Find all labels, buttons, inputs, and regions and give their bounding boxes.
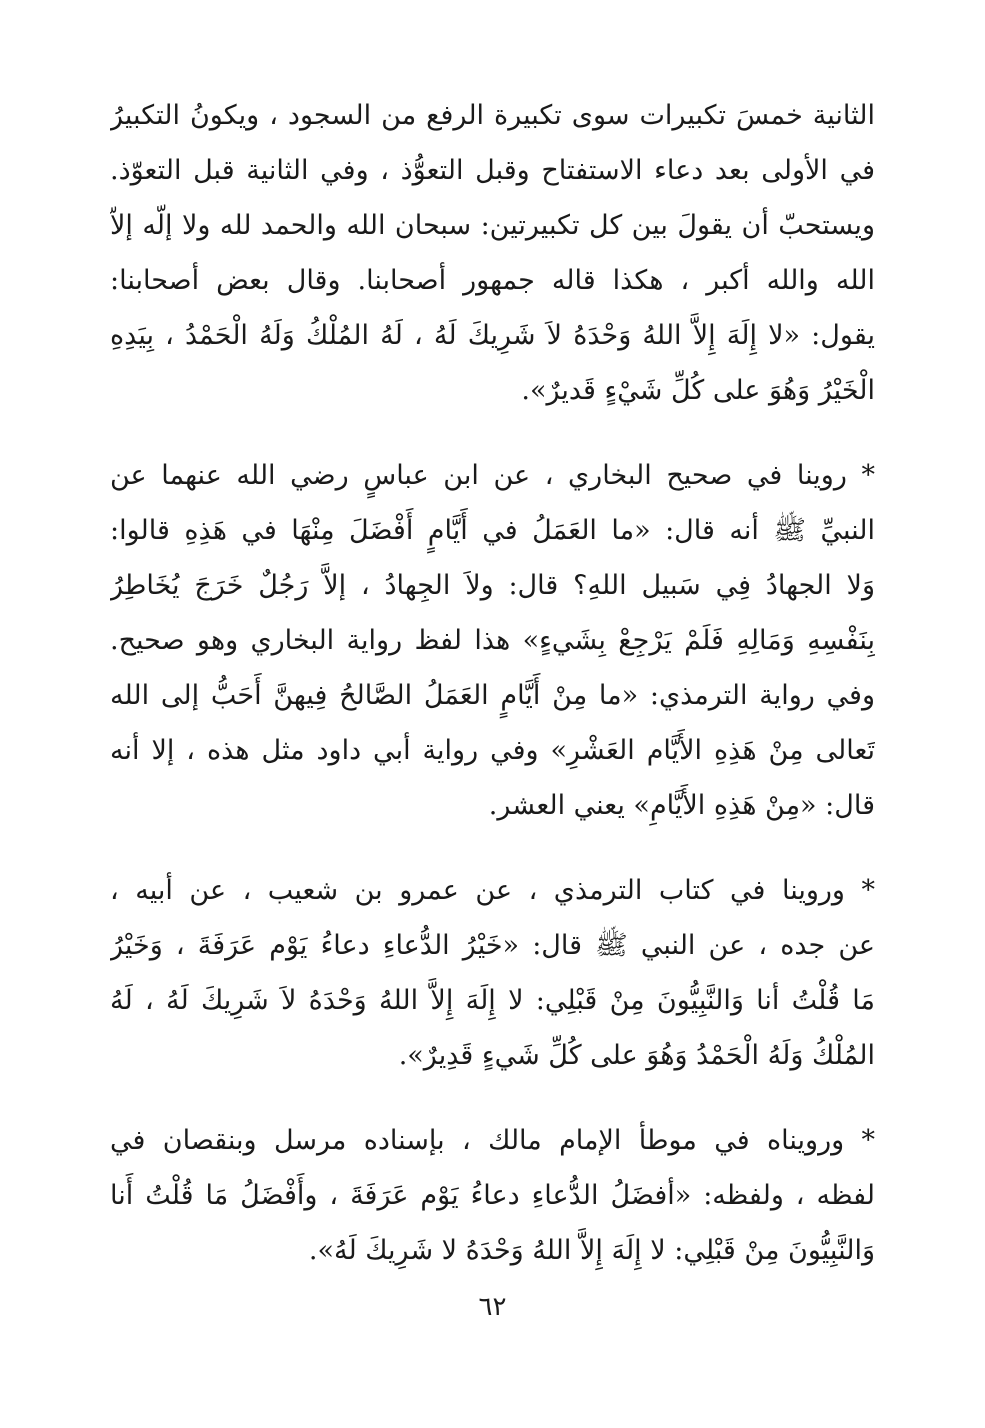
text-line: الله والله أكبر ، هكذا قاله جمهور أصحابنا. وقال بعض أصحابنا: [110,265,875,296]
text-line: تَعالى مِنْ هَذِهِ الأَيَّام العَشْرِ» وفي رواية أبي داود مثل هذه ، إلا أنه [110,735,875,766]
text-line: قال: «مِنْ هَذِهِ الأَيَّامِ» يعني العشر. [488,790,875,821]
paragraph-4 [110,1113,875,1278]
page-body [110,88,875,1308]
text-line: ويستحبّ أن يقولَ بين كل تكبيرتين: سبحان الله والحمد لله ولا إلّه إلاّ [110,210,875,241]
text-line: وَالنَّبِيُّونَ مِنْ قَبْلِي: لا إِلَهَ إِلاَّ اللهُ وَحْدَهُ لا شَرِيكَ لَهُ». [308,1235,875,1266]
text-line: بِنَفْسِهِ وَمَالِهِ فَلَمْ يَرْجِعْ بِشَيءٍ» هذا لفظ رواية البخاري وهو صحيح. [110,625,875,656]
text-line: الْخَيْرُ وَهُوَ على كُلِّ شَيْءٍ قَديرٌ». [521,375,875,406]
text-line: * روينا في صحيح البخاري ، عن ابن عباسٍ رضي الله عنهما عن [110,460,875,491]
text-line: وفي رواية الترمذي: «ما مِنْ أَيَّامٍ العَمَلُ الصَّالحُ فِيهنَّ أَحَبُّ إلى الله [110,680,875,711]
text-line: النبيِّ ﷺ أنه قال: «ما العَمَلُ في أَيَّامٍ أَفْضَلَ مِنْهَا في هَذِهِ قالوا: [110,515,875,546]
text-line: مَا قُلْتُ أنا وَالنَّبِيُّونَ مِنْ قَبْلِي: لا إِلَهَ إِلاَّ اللهُ وَحْدَهُ لاَ شَرِيكَ لَهُ ، لَهُ [110,985,875,1016]
text-line: عن جده ، عن النبي ﷺ قال: «خَيْرُ الدُّعاءِ دعاءُ يَوْم عَرَفَةَ ، وَخَيْرُ [110,930,875,961]
page-number: ٦٢ [478,1292,507,1322]
paragraph-1 [110,88,875,418]
text-line: * ورويناه في موطأ الإمام مالك ، بإسناده مرسل وبنقصان في [110,1125,875,1156]
text-line: المُلْكُ وَلَهُ الْحَمْدُ وَهُوَ على كُلِّ شَيءٍ قَدِيرٌ». [398,1040,875,1071]
text-line: لفظه ، ولفظه: «أفضَلُ الدُّعاءِ دعاءُ يَوْم عَرَفَةَ ، وأَفْضَلُ مَا قُلْتُ أَنا [110,1180,875,1211]
text-line: الثانية خمسَ تكبيرات سوى تكبيرة الرفع من السجود ، ويكونُ التكبيرُ [110,100,875,131]
text-line: يقول: «لا إِلَهَ إِلاَّ اللهُ وَحْدَهُ لاَ شَرِيكَ لَهُ ، لَهُ المُلْكُ وَلَهُ الْحَمْدُ ، بِيَدِهِ [110,320,875,351]
text-line: في الأولى بعد دعاء الاستفتاح وقبل التعوُّذ ، وفي الثانية قبل التعوّذ. [110,155,875,186]
text-line: * وروينا في كتاب الترمذي ، عن عمرو بن شعيب ، عن أبيه ، [110,875,875,906]
paragraph-3 [110,863,875,1083]
paragraph-2 [110,448,875,833]
text-line: وَلا الجهادُ فِي سَبيل اللهِ؟ قال: ولاَ الجِهادُ ، إلاَّ رَجُلٌ خَرَجَ يُخَاطِرُ [110,570,875,601]
